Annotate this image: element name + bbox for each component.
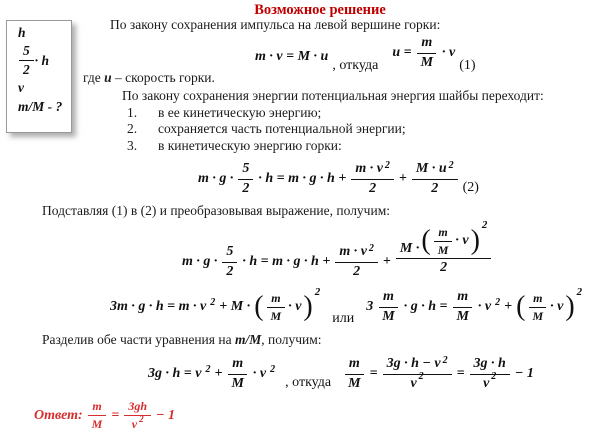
open-paren: (: [254, 291, 264, 323]
superscript-2: 2: [368, 243, 374, 254]
math-token: + M ·: [219, 299, 251, 314]
equation-label-2: (2): [462, 180, 479, 195]
close-paren: ): [303, 291, 313, 323]
fraction-numerator: 5: [19, 44, 34, 61]
math-token: =: [456, 366, 465, 381]
math-token: · v: [455, 232, 469, 248]
math-token: 3m · g · h = m · v: [110, 299, 207, 314]
fraction-Mu2-2: [412, 162, 458, 196]
math-token: · v: [477, 299, 492, 314]
fraction-denominator: M: [437, 242, 449, 257]
math-token: 3g · h = v: [148, 366, 202, 381]
math-token: u: [104, 70, 112, 85]
fraction-denominator: 2: [353, 263, 361, 279]
formula-2-energy: [198, 156, 479, 202]
math-token: · v: [252, 366, 267, 381]
fraction-numerator: [351, 162, 394, 180]
superscript-2: 2: [314, 286, 321, 298]
open-paren: (: [421, 225, 431, 257]
math-token: · g · h =: [403, 299, 448, 314]
fraction-denominator: M: [348, 375, 361, 391]
list-number: 2.: [127, 121, 138, 136]
fraction-5-2: [238, 162, 253, 196]
paragraph-energy-law: По закону сохранения энергии потенциальная энергия шайбы переходит:: [122, 88, 544, 103]
text-ili: или: [332, 311, 355, 326]
math-token: +: [382, 254, 391, 269]
fraction-denominator: [479, 370, 500, 392]
fraction-numerator: m: [434, 226, 451, 242]
math-token: · v: [288, 299, 302, 314]
fraction-m-M: [344, 357, 364, 391]
superscript-2: 2: [270, 363, 276, 375]
paren-group: [254, 286, 321, 323]
fraction-denominator: 2: [23, 62, 30, 78]
math-token: M · u: [415, 160, 447, 176]
superscript-2: 2: [481, 219, 488, 232]
list-text: в кинетическую энергию горки:: [158, 138, 342, 153]
fraction-denominator: M: [231, 375, 244, 391]
fraction-numerator: [396, 219, 492, 259]
given-question: m/M - ?: [18, 99, 63, 115]
fraction-5-2: [19, 44, 34, 77]
given-h: h: [18, 25, 26, 40]
math-token: u =: [392, 45, 412, 60]
fraction-denominator: [128, 416, 148, 431]
paragraph-dividing: [42, 332, 322, 348]
list-text: в ее кинетическую энергию;: [158, 105, 322, 120]
list-item: [127, 138, 342, 154]
superscript-2: 2: [442, 355, 448, 366]
formula-1-momentum: [255, 34, 476, 77]
formula-substituted: [182, 219, 492, 292]
answer-label: Ответ:: [34, 407, 83, 423]
math-token: =: [111, 407, 120, 423]
fraction-m-M: [227, 357, 247, 391]
fraction-numerator: [335, 245, 378, 263]
fraction-diff: [383, 357, 452, 391]
fraction-numerator: m: [379, 290, 398, 308]
page-title: Возможное решение: [254, 2, 386, 18]
u-expression: [392, 36, 455, 70]
fraction-3gh-v2: [470, 357, 510, 391]
fraction-numerator: m: [453, 290, 472, 308]
open-paren: (: [516, 291, 526, 323]
fraction-M-paren-2: [396, 219, 492, 276]
superscript-2: 2: [384, 160, 390, 171]
fraction-denominator: 2: [431, 180, 439, 196]
math-token: − 1: [156, 407, 175, 423]
fraction-m-M: [528, 292, 547, 322]
fraction-denominator: M: [91, 417, 103, 431]
math-token: =: [369, 366, 378, 381]
math-token: v: [131, 417, 138, 431]
fraction-mv2-2: [335, 245, 378, 279]
math-token: +: [504, 299, 513, 314]
formula-final: [148, 352, 534, 396]
fraction-m-M: [417, 36, 437, 70]
math-token: · h = m · g · h +: [242, 254, 331, 269]
fraction-denominator: 2: [440, 260, 448, 276]
math-token: · v: [550, 299, 564, 314]
math-token: m · v: [339, 243, 367, 259]
fraction-numerator: m: [345, 357, 364, 375]
superscript-2: 2: [139, 414, 144, 424]
fraction-numerator: 5: [222, 245, 237, 263]
fraction-numerator: 3g · h: [470, 357, 510, 375]
fraction-m-M: [378, 290, 398, 324]
math-token: 3g · h − v: [386, 355, 441, 371]
superscript-2: 2: [495, 296, 501, 308]
fraction-denominator: M: [382, 308, 395, 324]
paragraph-where-u: [83, 70, 215, 86]
superscript-2: 2: [210, 296, 216, 308]
paragraph-momentum-law: По закону сохранения импульса на левой вершине горки:: [110, 17, 441, 32]
fraction-m-M: [434, 226, 453, 256]
superscript-2: 2: [418, 370, 424, 382]
math-token: M ·: [399, 240, 420, 256]
math-token: +: [214, 366, 223, 381]
fraction-5-2: [222, 245, 237, 279]
text-otkuda: , откуда: [332, 58, 379, 73]
fraction-numerator: m: [529, 292, 546, 308]
math-token: · v: [442, 45, 456, 60]
formula-simplified: [110, 287, 582, 327]
fraction-numerator: [383, 357, 452, 375]
superscript-2: 2: [448, 160, 454, 171]
fraction-m-M: [267, 292, 286, 322]
text-otkuda: , откуда: [285, 375, 332, 390]
math-token: · h = m · g · h +: [258, 171, 347, 186]
math-token: m · v = M · u: [255, 49, 329, 64]
fraction-numerator: m: [88, 400, 105, 416]
fraction-denominator: M: [532, 308, 544, 323]
fraction-numerator: m: [267, 292, 284, 308]
list-text: сохраняется часть потенциальной энергии;: [158, 121, 406, 136]
paren-group: [421, 219, 488, 257]
fraction-denominator: M: [420, 54, 434, 70]
fraction-numerator: m: [228, 357, 247, 375]
math-token: m · g ·: [198, 171, 234, 186]
fraction-numerator: m: [417, 36, 436, 54]
math-token: v: [483, 375, 490, 391]
given-height-expression: [18, 44, 71, 77]
fraction-denominator: M: [456, 308, 469, 324]
fraction-3gh-v2: [124, 400, 151, 430]
paragraph-substituting: Подставляя (1) в (2) и преобразовывая выражение, получим:: [42, 203, 390, 218]
close-paren: ): [565, 291, 575, 323]
superscript-2: 2: [205, 363, 211, 375]
fraction-denominator: [406, 370, 427, 392]
math-token: m/M: [234, 332, 262, 347]
fraction-denominator: 2: [242, 180, 250, 196]
math-token: +: [398, 171, 407, 186]
fraction-numerator: 5: [238, 162, 253, 180]
fraction-denominator: M: [270, 308, 282, 323]
fraction-mv2-2: [351, 162, 394, 196]
fraction-m-M: [88, 400, 107, 430]
fraction-numerator: 3gh: [124, 400, 151, 416]
text-fragment: где: [83, 70, 105, 85]
list-number: 3.: [127, 138, 138, 153]
list-number: 1.: [127, 105, 138, 120]
answer-line: [34, 399, 175, 431]
paren-group: [516, 286, 583, 323]
math-token: m · g ·: [182, 254, 218, 269]
text-fragment: – скорость горки.: [111, 70, 215, 85]
math-token: − 1: [514, 366, 534, 381]
math-token: 3: [366, 299, 374, 314]
given-v: v: [18, 80, 24, 96]
fraction-m-M: [452, 290, 472, 324]
math-token: m · v: [355, 160, 383, 176]
math-token: · h: [34, 52, 50, 68]
given-data-box: [6, 20, 72, 133]
list-item: [127, 105, 321, 121]
math-token: v: [410, 375, 417, 391]
text-fragment: Разделив обе части уравнения на: [42, 332, 235, 347]
superscript-2: 2: [491, 370, 497, 382]
equation-label-1: (1): [459, 58, 476, 73]
list-item: [127, 121, 406, 137]
close-paren: ): [470, 225, 480, 257]
superscript-2: 2: [576, 286, 583, 298]
text-fragment: , получим:: [261, 332, 322, 347]
fraction-numerator: [412, 162, 458, 180]
fraction-denominator: 2: [369, 180, 377, 196]
fraction-denominator: 2: [226, 263, 234, 279]
